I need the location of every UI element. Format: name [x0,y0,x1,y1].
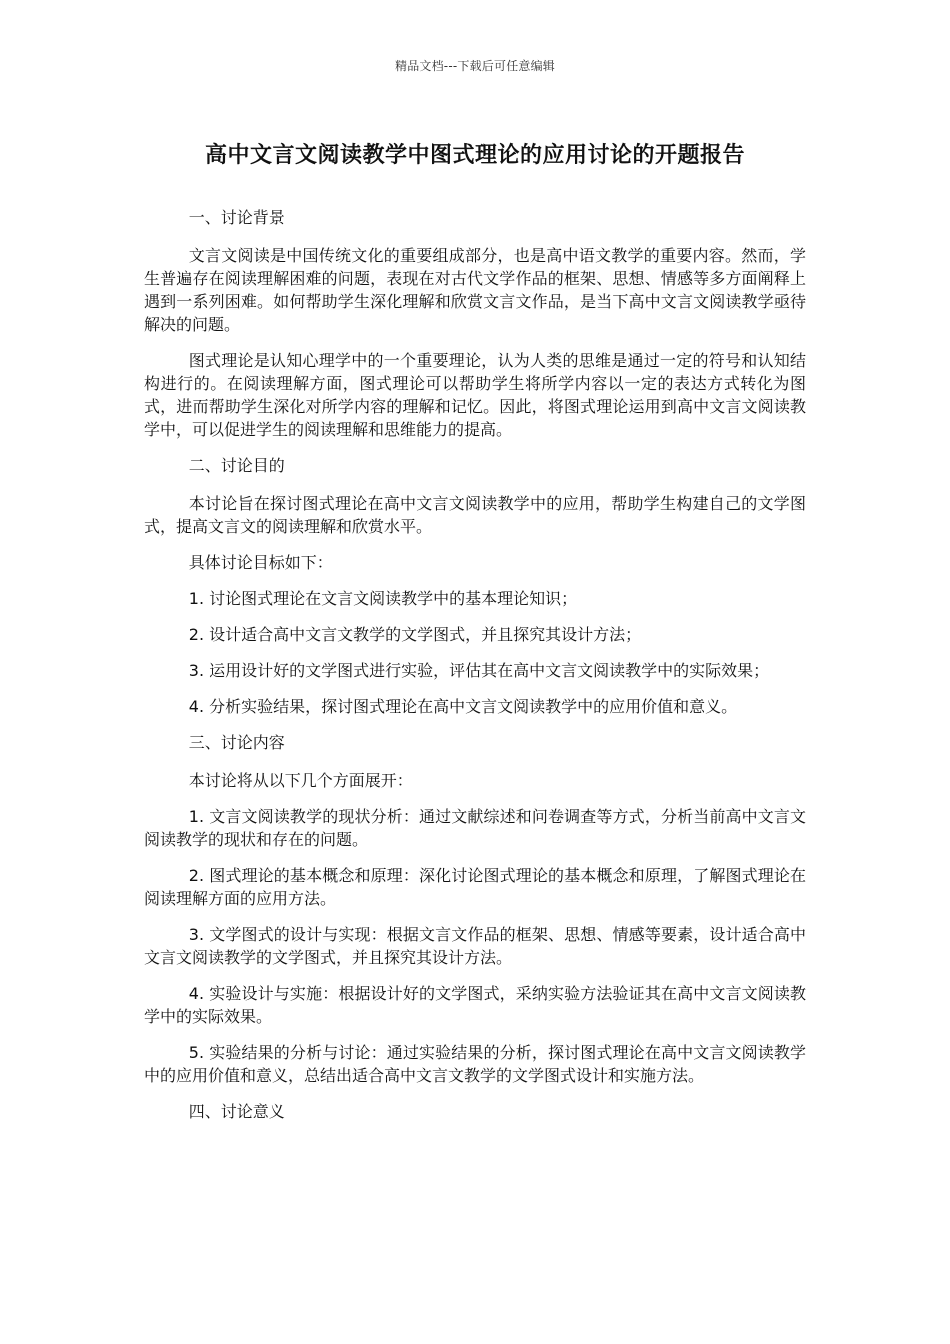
list-item: 2. 图式理论的基本概念和原理：深化讨论图式理论的基本概念和原理，了解图式理论在阅读理解方面的应用方法。 [144,866,806,908]
paragraph: 文言文阅读是中国传统文化的重要组成部分，也是高中语文教学的重要内容。然而，学生普遍存在阅读理解困难的问题，表现在对古代文学作品的框架、思想、情感等多方面阐释上遇到一系列困难。如何帮助学生深化理解和欣赏文言文作品，是当下高中文言文阅读教学亟待解决的问题。 [144,246,806,334]
document-title: 高中文言文阅读教学中图式理论的应用讨论的开题报告 [204,143,745,168]
paragraph: 本讨论将从以下几个方面展开： [188,771,413,790]
header-note: 精品文档---下载后可任意编辑 [395,59,555,73]
list-item: 2. 设计适合高中文言文教学的文学图式，并且探究其设计方法； [188,625,642,644]
list-item: 3. 文学图式的设计与实现：根据文言文作品的框架、思想、情感等要素，设计适合高中文言文阅读教学的文学图式，并且探究其设计方法。 [144,925,806,967]
list-item: 4. 实验设计与实施：根据设计好的文学图式，采纳实验方法验证其在高中文言文阅读教学中的实际效果。 [144,984,806,1026]
paragraph: 具体讨论目标如下： [188,553,333,572]
document-body [144,206,806,1138]
paragraph: 图式理论是认知心理学中的一个重要理论，认为人类的思维是通过一定的符号和认知结构进行的。在阅读理解方面，图式理论可以帮助学生将所学内容以一定的表达方式转化为图式，进而帮助学生深化对所学内容的理解和记忆。因此，将图式理论运用到高中文言文阅读教学中，可以促进学生的阅读理解和思维能力的提高。 [144,351,806,439]
list-item: 1. 文言文阅读教学的现状分析：通过文献综述和问卷调查等方式，分析当前高中文言文阅读教学的现状和存在的问题。 [144,807,806,849]
section-heading: 三、讨论内容 [188,733,285,752]
section-heading: 一、讨论背景 [188,208,285,227]
list-item: 3. 运用设计好的文学图式进行实验，评估其在高中文言文阅读教学中的实际效果； [188,661,770,680]
list-item: 5. 实验结果的分析与讨论：通过实验结果的分析，探讨图式理论在高中文言文阅读教学中的应用价值和意义，总结出适合高中文言文教学的文学图式设计和实施方法。 [144,1043,806,1085]
paragraph: 本讨论旨在探讨图式理论在高中文言文阅读教学中的应用，帮助学生构建自己的文学图式，提高文言文的阅读理解和欣赏水平。 [144,494,806,536]
list-item: 4. 分析实验结果，探讨图式理论在高中文言文阅读教学中的应用价值和意义。 [188,697,738,716]
section-heading: 四、讨论意义 [188,1102,285,1121]
section-heading: 二、讨论目的 [188,456,285,475]
list-item: 1. 讨论图式理论在文言文阅读教学中的基本理论知识； [188,589,578,608]
